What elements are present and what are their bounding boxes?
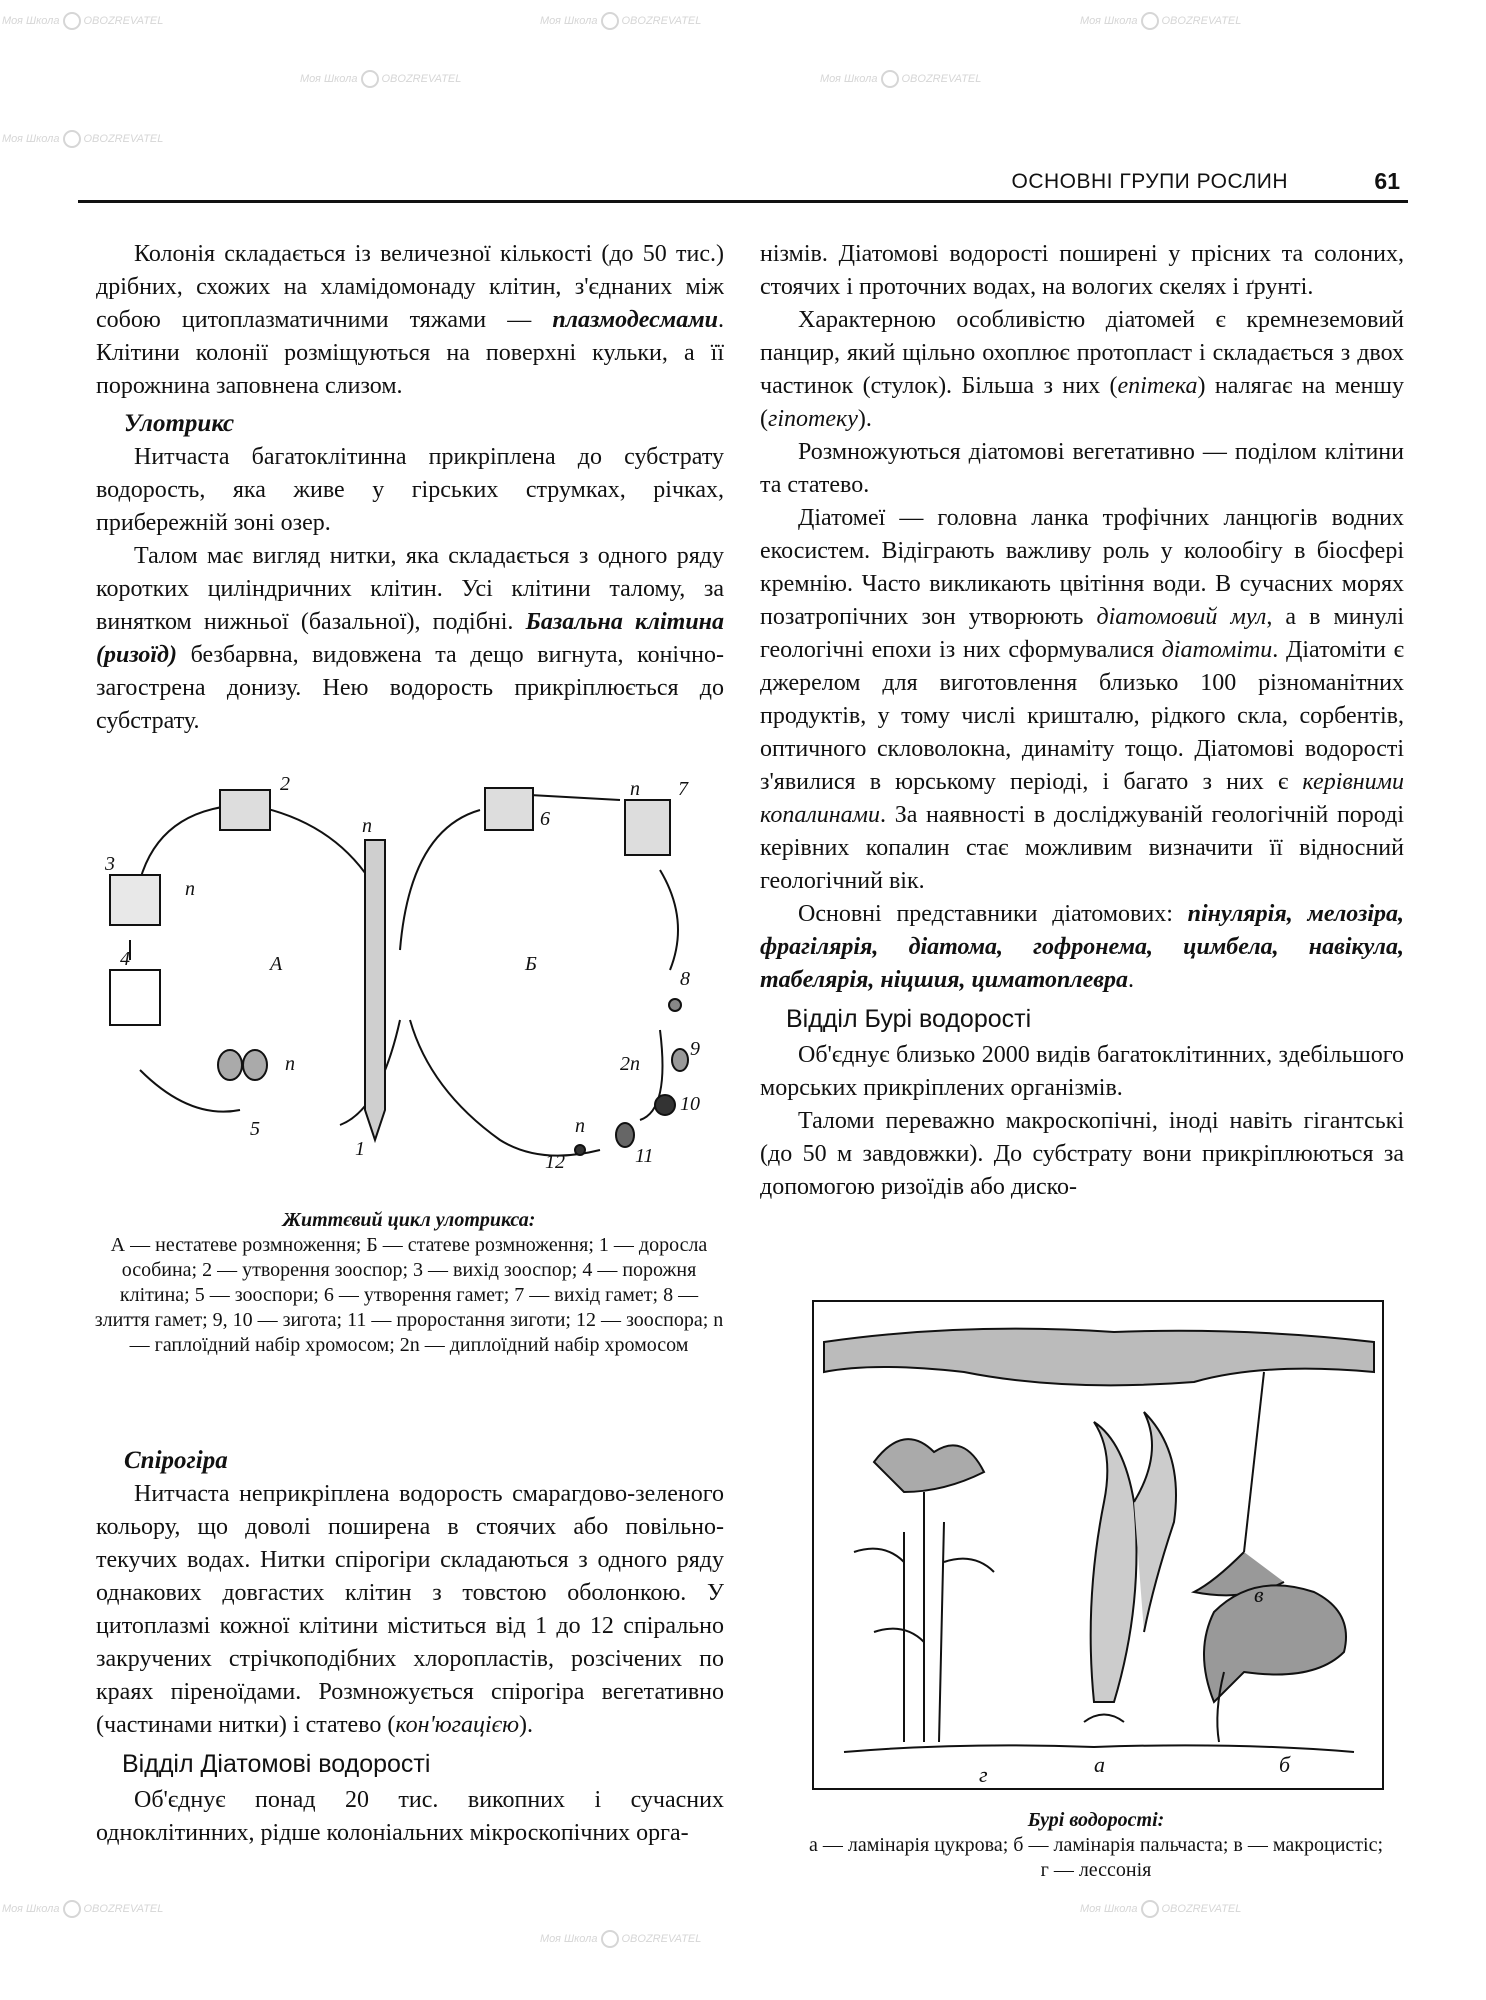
- label-g: г: [979, 1762, 988, 1787]
- cycle-arrow: [400, 810, 480, 950]
- brown-algae-figure-caption: [806, 1808, 1386, 1883]
- label-2: 2: [280, 773, 290, 795]
- label-6: 6: [540, 808, 550, 830]
- filament: [365, 840, 385, 1140]
- seabed: [844, 1745, 1354, 1752]
- paragraph-brown-algae-2: Таломи переважно макроскопічні, іноді навіть гігантські (до 50 м завдовжки). До субстрату вони прикріплюються за допомогою ризоїдів або диско-: [760, 1108, 1404, 1200]
- zygote: [672, 1049, 688, 1071]
- gamete-fusion: [669, 999, 681, 1011]
- watermark: Моя Школа OBOZREVATEL: [2, 130, 163, 148]
- paragraph-diatom-shell: Характерною особливістю діатомей є кремнеземовий панцир, який щільно охоплює протопласт і складається з двох частинок (стулок). Більша з них (епітека) налягає на меншу (гіпотеку).: [760, 307, 1404, 432]
- paragraph-diatom-habitat: нізмів. Діатомові водорості поширені у прісних та солоних, стоячих і проточних водах, на вологих скелях і ґрунті.: [760, 241, 1404, 300]
- label-5: 5: [250, 1118, 260, 1140]
- watermark: Моя Школа OBOZREVATEL: [300, 70, 461, 88]
- lessonia-crown: [874, 1439, 984, 1492]
- heading-ulotrix: Улотрикс: [124, 410, 235, 437]
- label-n: n: [285, 1053, 295, 1075]
- header-title: ОСНОВНІ ГРУПИ РОСЛИН: [1011, 170, 1288, 193]
- heading-brown-algae-division: Відділ Бурі водорості: [786, 1005, 1032, 1033]
- watermark: Моя Школа OBOZREVATEL: [540, 12, 701, 30]
- left-column: [96, 238, 724, 738]
- cycle-arrow: [410, 1020, 600, 1156]
- ulotrix-life-cycle-figure: [100, 770, 720, 1170]
- label-cycle-b: Б: [525, 953, 537, 975]
- empty-cell: [110, 970, 160, 1025]
- caption-text: А — нестатеве розмноження; Б — статеве розмноження; 1 — доросла особина; 2 — утворення зооспор; 3 — вихід зооспор; 4 — порожня клітина; 5 — зооспори; 6 — утворення гамет; 7 — вихід гамет; 8 — злиття гамет; 9, 10 — зигота; 11 — проростання зиготи; 12 — зооспора; n — гаплоїдний набір хромосом; 2n — диплоїдний набір хромосом: [94, 1234, 724, 1356]
- label-a: а: [1094, 1752, 1105, 1777]
- right-column: [760, 238, 1404, 1204]
- page-number: 61: [1374, 168, 1400, 194]
- macrocystis-canopy: [824, 1329, 1374, 1386]
- label-8: 8: [680, 968, 690, 990]
- paragraph-colony: Колонія складається із величезної кількості (до 50 тис.) дрібних, схожих на хламідомонаду клітин, з'єднаних між собою цитоплазматичними тяжами — плазмодесмами. Клітини колонії розміщуються на поверхні кульки, а її порожнина заповнена слизом.: [96, 241, 724, 399]
- zoospore-release-cell: [110, 875, 160, 925]
- heading-spirogira: Спірогіра: [124, 1447, 228, 1474]
- paragraph-diatom-representatives: Основні представники діатомових: пінулярія, мелозіра, фрагілярія, діатома, гофронема, цимбела, навікула, табелярія, ніцшия, циматоплевра.: [760, 901, 1404, 993]
- zoospore: [575, 1145, 585, 1155]
- label-11: 11: [635, 1145, 654, 1167]
- label-10: 10: [680, 1093, 700, 1115]
- watermark: Моя Школа OBOZREVATEL: [540, 1930, 701, 1948]
- cycle-arrow: [660, 870, 678, 970]
- cycle-arrow: [530, 795, 620, 800]
- watermark: Моя Школа OBOZREVATEL: [820, 70, 981, 88]
- gamete-forming-cell: [485, 788, 533, 830]
- label-b: б: [1279, 1752, 1291, 1777]
- label-12: 12: [545, 1151, 565, 1170]
- laminaria-digitata-blade: [1204, 1585, 1346, 1702]
- paragraph-diatom-intro: Об'єднує понад 20 тис. викопних і сучасних одноклітинних, рідше колоніальних мікроскопічних орга-: [96, 1787, 724, 1846]
- label-3: 3: [105, 853, 115, 875]
- heading-diatom-division: Відділ Діатомові водорості: [122, 1750, 431, 1778]
- label-n: n: [630, 778, 640, 800]
- caption-title: Бурі водорості:: [1027, 1809, 1165, 1831]
- label-7: 7: [678, 778, 688, 800]
- label-n: n: [575, 1115, 585, 1137]
- paragraph-spirogira: Нитчаста неприкріплена водорость смарагдово-зеленого кольору, що доволі поширена в стоячих або повільно-текучих водах. Нитки спірогіри складаються з одного ряду однакових довгастих клітин з товстою оболонкою. У цитоплазмі кожної клітини міститься від 1 до 12 спірально закручених стрічкоподібних хлоропластів, розсічених по краях піреноїдами. Розмножується спірогіра вегетативно (частинами нитки) і статево (кон'югацією).: [96, 1481, 724, 1738]
- label-4: 4: [120, 948, 130, 970]
- label-cycle-a: А: [270, 953, 283, 975]
- paragraph-brown-algae-1: Об'єднує близько 2000 видів багатоклітинних, здебільшого морських прикріплених організмів.: [760, 1042, 1404, 1101]
- caption-text: а — ламінарія цукрова; б — ламінарія пальчаста; в — макроцистіс; г — лессонія: [808, 1834, 1384, 1881]
- watermark: Моя Школа OBOZREVATEL: [2, 1900, 163, 1918]
- laminaria-saccharina-blade: [1134, 1412, 1176, 1632]
- brown-algae-figure: [812, 1300, 1384, 1790]
- paragraph-diatom-reproduction: Розмножуються діатомові вегетативно — поділом клітини та статево.: [760, 439, 1404, 498]
- paragraph-ulotrix-2: Талом має вигляд нитки, яка складається з одного ряду коротких циліндричних клітин. Усі клітини талому, за винятком нижньої (базальної), подібні. Базальна клітина (ризоїд) безбарвна, видовжена та дещо вигнута, конічно-загострена донизу. Нею водорость прикріплюється до субстрату.: [96, 543, 725, 734]
- left-column-bottom: [96, 1440, 724, 1850]
- label-v: в: [1254, 1582, 1264, 1607]
- label-9: 9: [690, 1038, 700, 1060]
- lessonia-stems: [904, 1492, 944, 1742]
- caption-title: Життєвий цикл улотрикса:: [282, 1209, 536, 1231]
- watermark: Моя Школа OBOZREVATEL: [1080, 12, 1241, 30]
- label-n: n: [362, 815, 372, 837]
- paragraph-ulotrix-1: Нитчаста багатоклітинна прикріплена до субстрату водорость, яка живе у гірських струмках, річках, прибережній зоні озер.: [96, 444, 724, 536]
- label-n: n: [185, 878, 195, 900]
- watermark: Моя Школа OBOZREVATEL: [1080, 1900, 1241, 1918]
- laminaria-holdfast: [1084, 1715, 1124, 1723]
- watermark: Моя Школа OBOZREVATEL: [2, 12, 163, 30]
- zoospore: [218, 1050, 242, 1080]
- label-1: 1: [355, 1138, 365, 1160]
- laminaria-saccharina: [1091, 1422, 1137, 1702]
- zygote-germination: [616, 1123, 634, 1147]
- zoospore-forming-cell: [220, 790, 270, 830]
- label-2n: 2n: [620, 1053, 640, 1075]
- zygote: [655, 1095, 675, 1115]
- gamete-release-cell: [625, 800, 670, 855]
- running-header: [78, 168, 1408, 203]
- zoospore: [243, 1050, 267, 1080]
- ulotrix-figure-caption: [94, 1208, 724, 1358]
- macrocystis-stipe: [1244, 1372, 1264, 1552]
- paragraph-diatom-role: Діатомеї — головна ланка трофічних ланцюгів водних екосистем. Відіграють важливу роль у колообігу в біосфері кремнію. Часто викликають цвітіння води. В сучасних морях позатропічних зон утворюють діатомовий мул, а в минулі геологічні епохи із них сформувалися діатоміти. Діатоміти є джерелом для виготовлення близько 100 різноманітних продуктів, у тому числі кришталю, рідкого скла, сорбентів, оптичного скловолокна, динаміту тощо. Діатомові водорості з'явилися в юрському періоді, і багато з них є керівними копалинами. За наявності в досліджуваній геологічній породі керівних копалин стає можливим визначити її відносний геологічний вік.: [760, 505, 1405, 894]
